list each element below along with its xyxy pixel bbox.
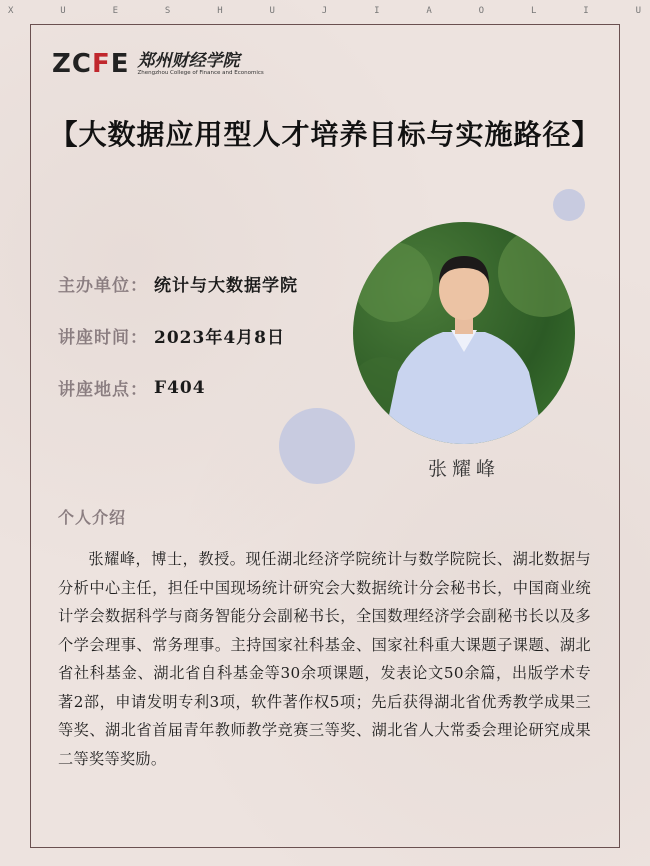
decorative-circle [553, 189, 585, 221]
bio-heading: 个人介绍 [58, 508, 127, 527]
info-row-location [58, 375, 206, 400]
header-letter: O [478, 6, 486, 16]
page-title: 【大数据应用型人才培养目标与实施路径】 [49, 118, 601, 151]
header-letter: I [374, 6, 381, 16]
logo-name-en: Zhengzhou College of Finance and Economics [137, 70, 264, 76]
header-letter: U [269, 6, 276, 16]
header-letter: L [530, 6, 538, 16]
header-letter: U [60, 6, 67, 16]
header-letter: J [321, 6, 329, 16]
logo-mark: ZCFE [52, 49, 130, 79]
header-letter: S [164, 6, 172, 16]
college-logo [52, 46, 264, 82]
header-letter-bar [0, 0, 650, 22]
info-label: 讲座地点： [58, 380, 148, 400]
bio-text: 张耀峰，博士，教授。现任湖北经济学院统计与数学院院长、湖北数据与分析中心主任，担任中国现场统计研究会大数据统计分会秘书长，中国商业统计学会数据科学与商务智能分会副秘书长，全国数理经济学会副秘书长以及多个学会理事、常务理事。主持国家社科基金、国家社科重大课题子课题、湖北省社科基金、湖北省自科基金等30余项课题，发表论文50余篇，出版学术专著2部，申请发明专利3项，软件著作权5项；先后获得湖北省优秀教学成果三等奖、湖北省首届青年教师教学竞赛三等奖、湖北省人大常委会理论研究成果二等奖等奖励。 [58, 550, 591, 768]
header-letter: A [426, 6, 433, 16]
info-row-time [58, 323, 285, 348]
info-row-organizer [58, 271, 298, 296]
info-label: 主办单位： [58, 276, 148, 296]
header-letter: I [583, 6, 590, 16]
speaker-photo [353, 222, 575, 444]
speaker-name: 张耀峰 [427, 458, 500, 480]
decorative-circle [279, 408, 355, 484]
info-value: F404 [154, 377, 206, 398]
header-letter: H [217, 6, 224, 16]
info-value: 统计与大数据学院 [154, 276, 298, 296]
header-letter: X [8, 6, 15, 16]
info-label: 讲座时间： [58, 328, 148, 348]
info-value: 2023年4月8日 [154, 328, 285, 348]
header-letter: U [635, 6, 642, 16]
header-letter: E [112, 6, 120, 16]
logo-name-cn: 郑州财经学院 [137, 51, 240, 71]
